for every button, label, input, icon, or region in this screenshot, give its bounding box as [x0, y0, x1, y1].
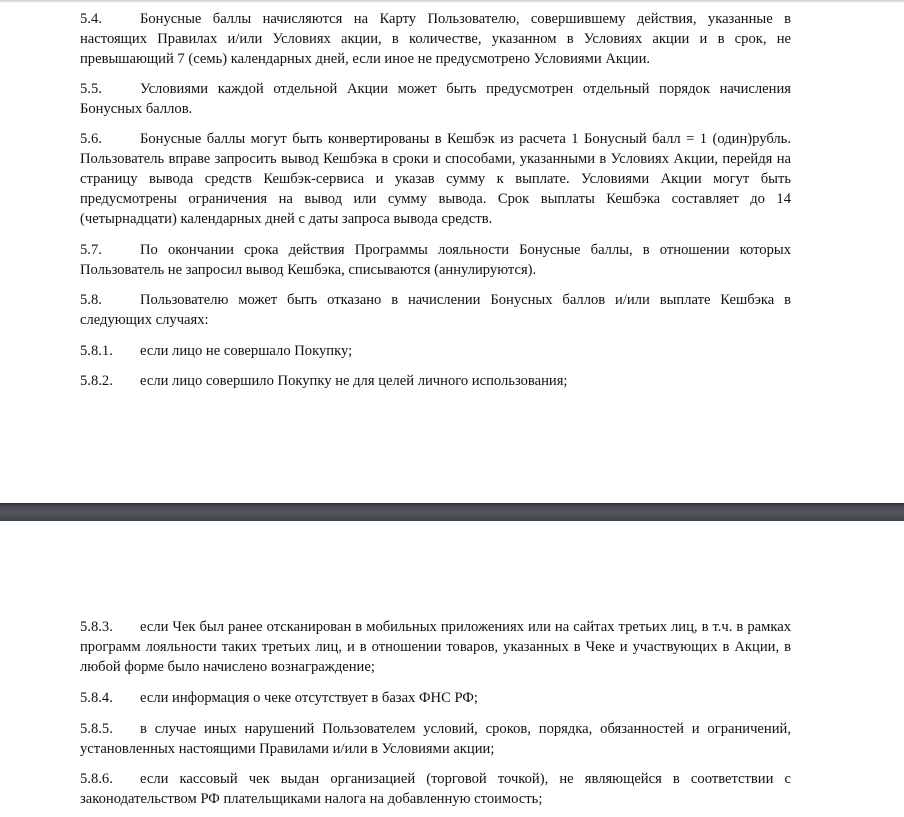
paragraph-5-8-4: [80, 688, 791, 708]
paragraph-number: 5.4.: [80, 10, 102, 27]
paragraph-5-5: [80, 79, 791, 119]
paragraph-number: 5.7.: [80, 241, 102, 258]
paragraph-number: 5.8.4.: [80, 689, 113, 706]
paragraph-text: Условиями каждой отдельной Акции может быть предусмотрен отдельный порядок начисления Бонусных баллов.: [80, 80, 791, 117]
paragraph-5-8-2: [80, 371, 791, 391]
paragraph-text: если лицо совершило Покупку не для целей личного использования;: [140, 372, 568, 389]
paragraph-text: Бонусные баллы начисляются на Карту Пользователю, совершившему действия, указанные в настоящих Правилах и/или Условиях акции, в количестве, указанном в Условиях акции и в срок, не превышающий 7 (семь) календарных дней, если иное не предусмотрено Условиями Акции.: [80, 10, 791, 67]
paragraph-number: 5.8.1.: [80, 342, 113, 359]
paragraph-5-8-6: [80, 769, 791, 809]
paragraph-5-4: [80, 9, 791, 69]
page-separator: [0, 503, 904, 521]
document-page-2: [0, 521, 904, 817]
paragraph-number: 5.8.6.: [80, 770, 113, 787]
paragraph-number: 5.8.2.: [80, 372, 113, 389]
paragraph-5-8-3: [80, 617, 791, 677]
paragraph-text: Бонусные баллы могут быть конвертированы в Кешбэк из расчета 1 Бонусный балл = 1 (один)рубль. Пользователь вправе запросить вывод Кешбэка в сроки и способами, указанными в Условиях Акции, перейдя на страницу вывода средств Кешбэк-сервиса и указав сумму к выплате. Условиями Акции могут быть предусмотрены ограничения на вывод или сумму вывода. Срок выплаты Кешбэка составляет до 14 (четырнадцати) календарных дней с даты запроса вывода средств.: [80, 130, 791, 227]
paragraph-text: По окончании срока действия Программы лояльности Бонусные баллы, в отношении которых Пользователь не запросил вывод Кешбэка, списываются (аннулируются).: [80, 241, 791, 278]
paragraph-text: в случае иных нарушений Пользователем условий, сроков, порядка, обязанностей и ограничений, установленных настоящими Правилами и/или в Условиями акции;: [80, 720, 791, 757]
paragraph-number: 5.6.: [80, 130, 102, 147]
paragraph-text: если Чек был ранее отсканирован в мобильных приложениях или на сайтах третьих лиц, в т.ч. в рамках программ лояльности таких третьих лиц, и в отношении товаров, указанных в Чеке и участвующих в Акции, в любой форме было начислено вознаграждение;: [80, 618, 791, 675]
paragraph-5-8-1: [80, 341, 791, 361]
paragraph-5-6: [80, 129, 791, 229]
paragraph-number: 5.5.: [80, 80, 102, 97]
paragraph-text: если лицо не совершало Покупку;: [140, 342, 353, 359]
paragraph-5-8-5: [80, 719, 791, 759]
paragraph-text: если кассовый чек выдан организацией (торговой точкой), не являющейся в соответствии с законодательством РФ плательщиками налога на добавленную стоимость;: [80, 770, 791, 807]
paragraph-number: 5.8.3.: [80, 618, 113, 635]
paragraph-text: если информация о чеке отсутствует в базах ФНС РФ;: [140, 689, 478, 706]
paragraph-5-7: [80, 240, 791, 280]
paragraph-number: 5.8.: [80, 291, 102, 308]
paragraph-number: 5.8.5.: [80, 720, 113, 737]
paragraph-5-8: [80, 290, 791, 330]
paragraph-text: Пользователю может быть отказано в начислении Бонусных баллов и/или выплате Кешбэка в следующих случаях:: [80, 291, 791, 328]
